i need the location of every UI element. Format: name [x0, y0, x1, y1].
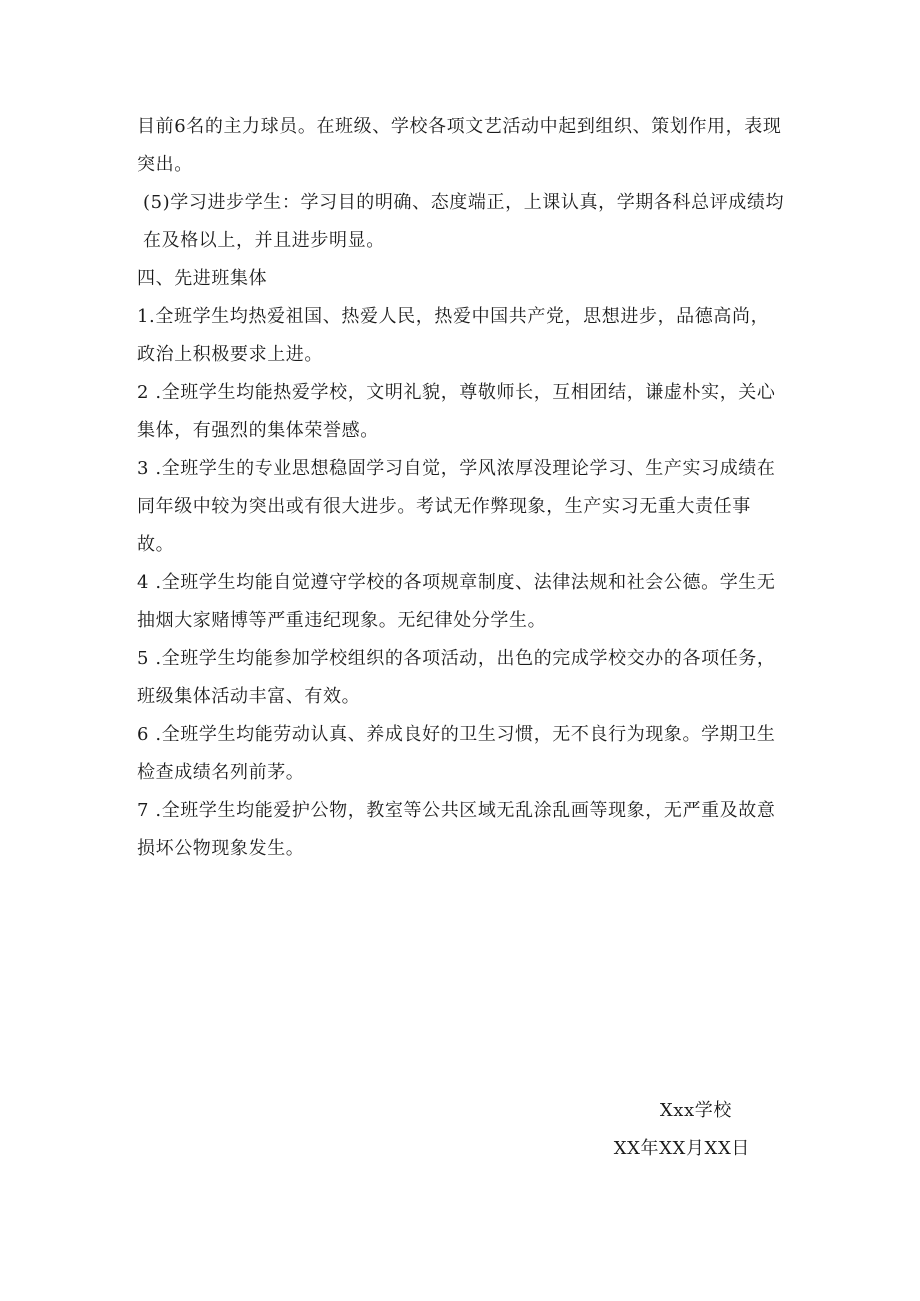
criterion-item-6: 6 .全班学生均能劳动认真、养成良好的卫生习惯，无不良行为现象。学期卫生检查成绩名列前茅。 [137, 724, 776, 783]
paragraph-continuation: 目前6名的主力球员。在班级、学校各项文艺活动中起到组织、策划作用，表现突出。 [137, 116, 782, 175]
signature-school: Xxx学校 [659, 1100, 732, 1121]
criterion-item-3: 3 .全班学生的专业思想稳固学习自觉，学风浓厚没理论学习、生产实习成绩在同年级中较为突出或有很大进步。考试无作弊现象，生产实习无重大责任事故。 [137, 458, 776, 555]
criterion-item-5: 5 .全班学生均能参加学校组织的各项活动，出色的完成学校交办的各项任务，班级集体活动丰富、有效。 [137, 648, 776, 707]
document-body [137, 108, 787, 868]
criterion-item-1: 1.全班学生均热爱祖国、热爱人民，热爱中国共产党，思想进步，品德高尚，政治上积极要求上进。 [137, 306, 770, 365]
paragraph-progress-students: (5)学习进步学生：学习目的明确、态度端正，上课认真，学期各科总评成绩均在及格以上，并且进步明显。 [143, 192, 785, 251]
criterion-item-4: 4 .全班学生均能自觉遵守学校的各项规章制度、法律法规和社会公德。学生无抽烟大家赌博等严重违纪现象。无纪律处分学生。 [137, 572, 776, 631]
criterion-item-2: 2 .全班学生均能热爱学校，文明礼貌，尊敬师长，互相团结，谦虚朴实，关心集体，有强烈的集体荣誉感。 [137, 382, 776, 441]
criterion-item-7: 7 .全班学生均能爱护公物，教室等公共区域无乱涂乱画等现象，无严重及故意损坏公物现象发生。 [137, 800, 776, 859]
signature-date: XX年XX月XX日 [613, 1138, 750, 1159]
signature-block [614, 1092, 750, 1168]
section-heading-advanced-class: 四、先进班集体 [137, 268, 268, 289]
